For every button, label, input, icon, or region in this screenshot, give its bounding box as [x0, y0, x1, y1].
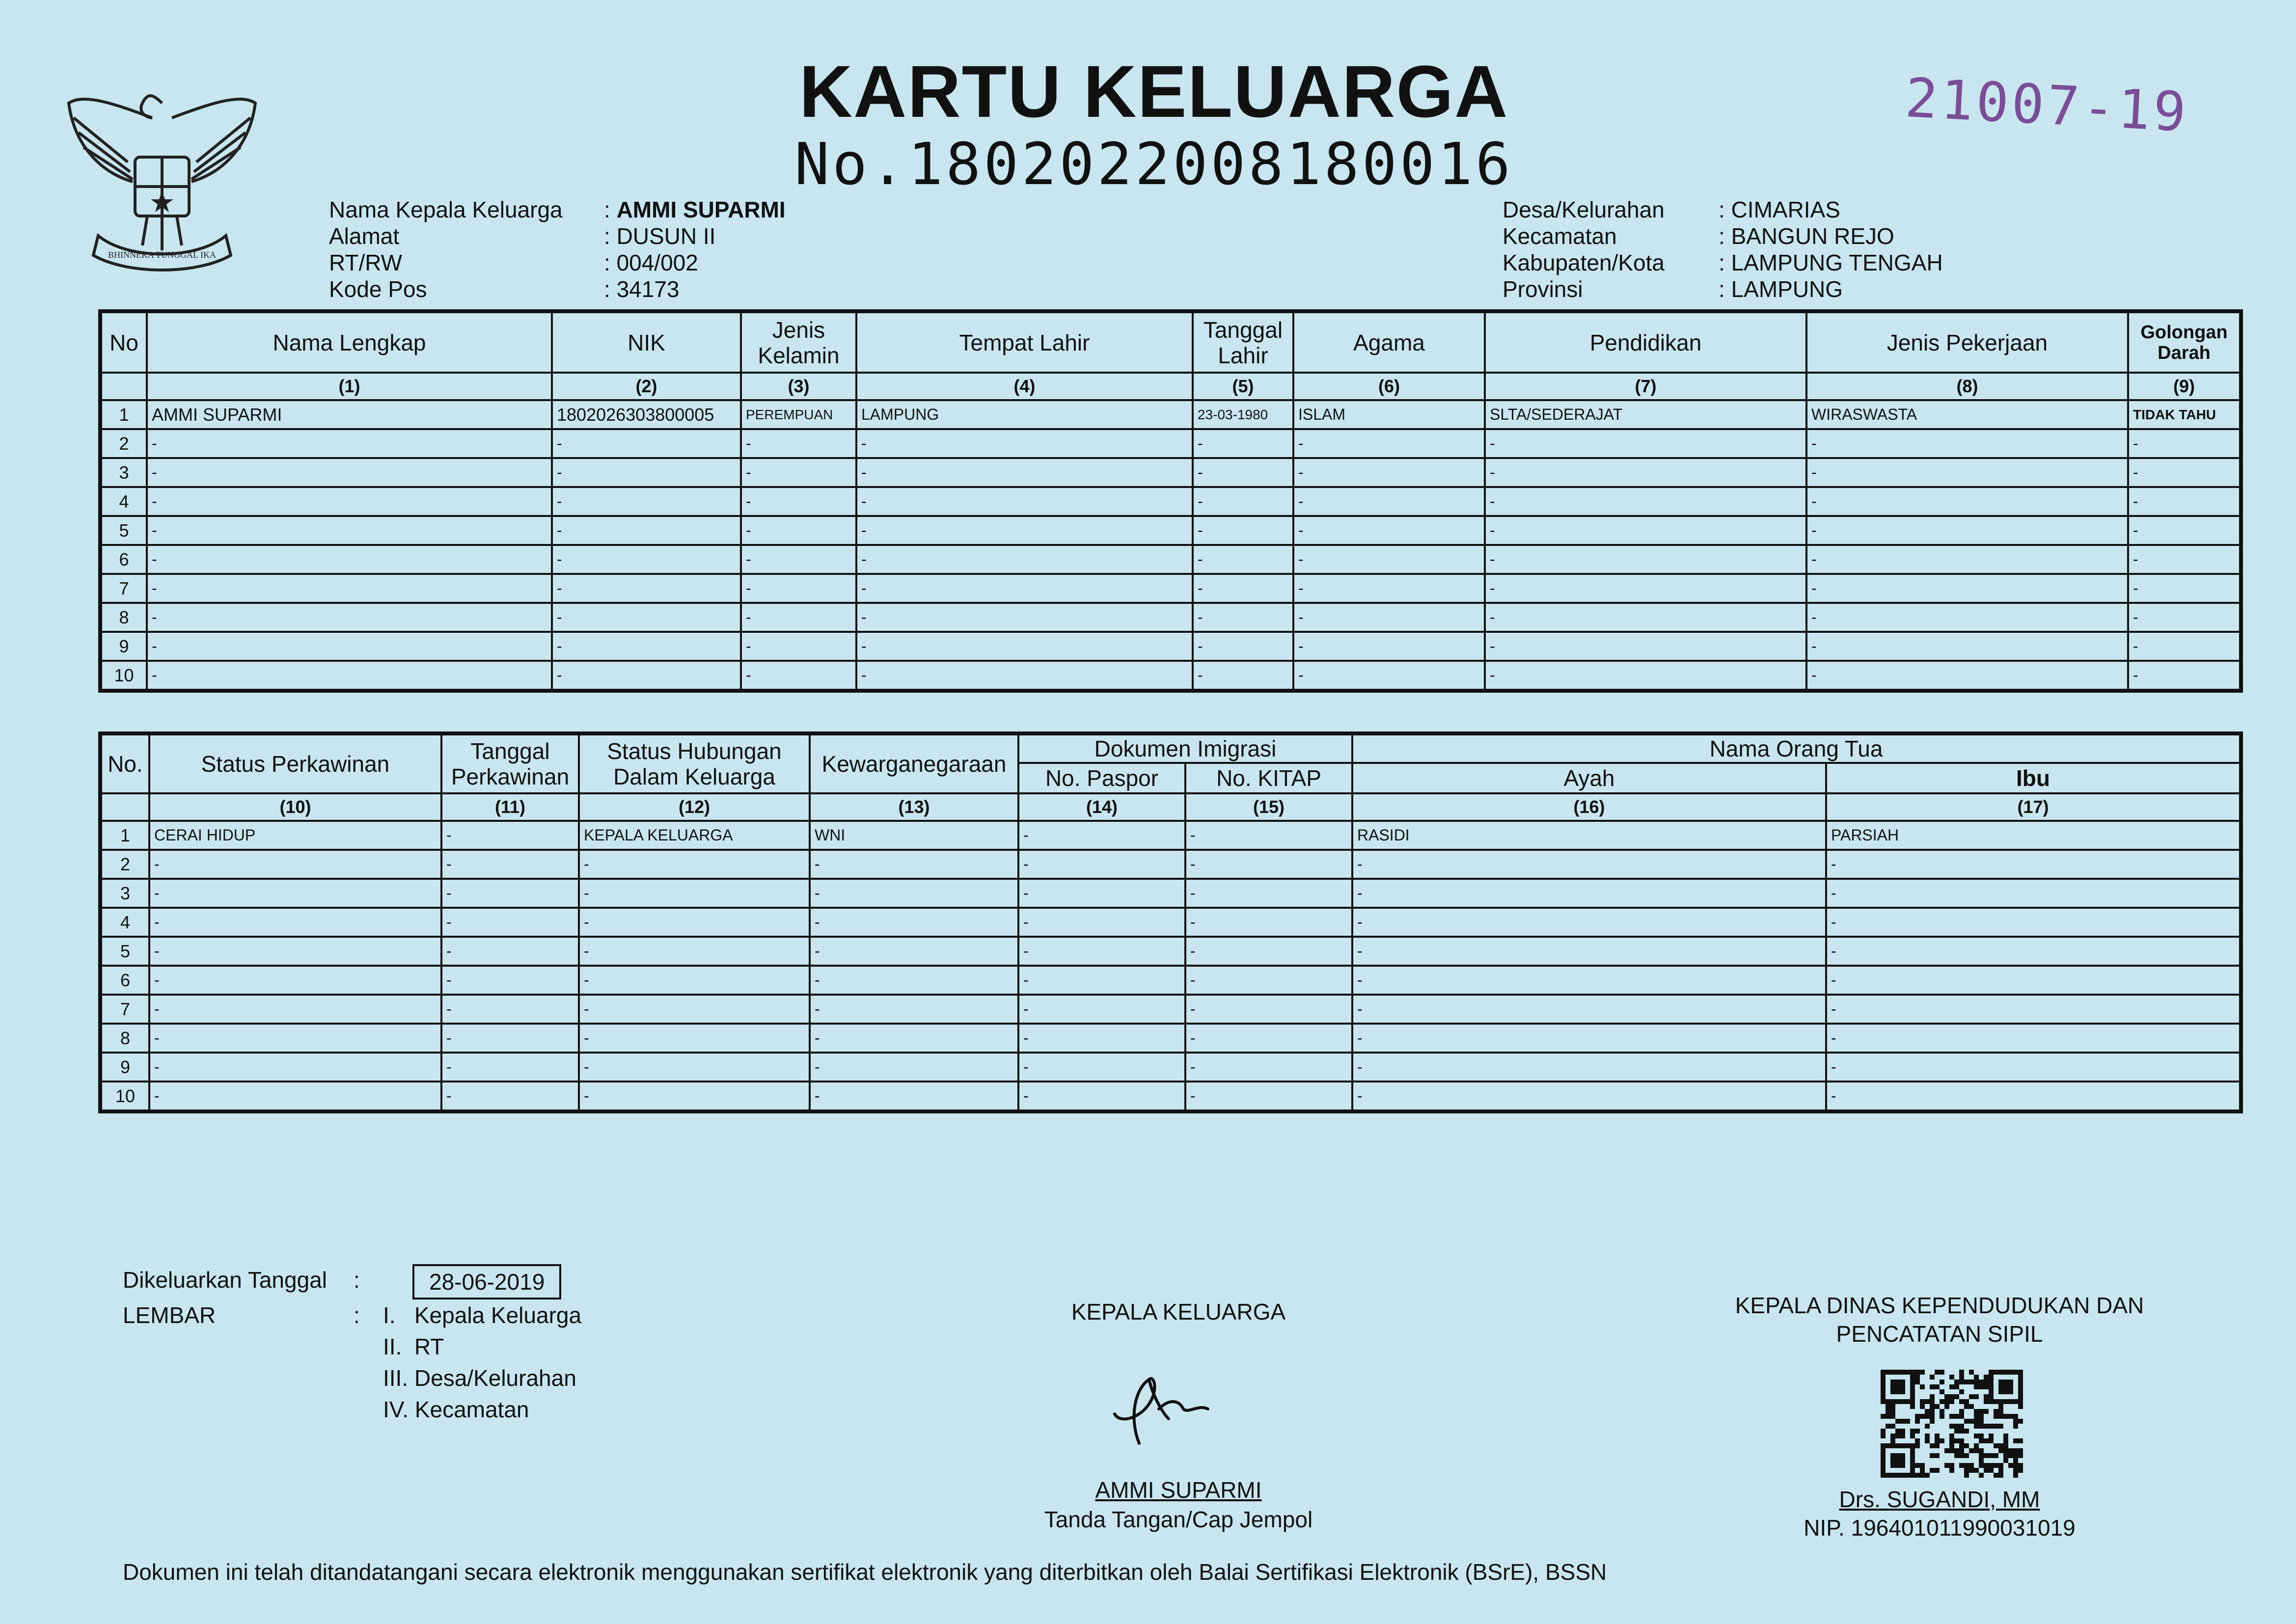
family-members-table	[98, 309, 2243, 693]
table-row: 1 CERAI HIDUP - KEPALA KELUARGA WNI - - RASIDI PARSIAH	[100, 821, 2241, 850]
lembar-item: IV. Kecamatan	[383, 1397, 529, 1422]
table-row: 7 - - - - - - - -	[100, 995, 2241, 1024]
table-row: 1 AMMI SUPARMI 1802026303800005 PEREMPUAN LAMPUNG 23-03-1980 ISLAM SLTA/SEDERAJAT WIRASWASTA TIDAK TAHU	[100, 400, 2241, 429]
head-left-info	[329, 196, 786, 302]
electronic-signature-disclaimer: Dokumen ini telah ditandatangani secara elektronik menggunakan sertifikat elektronik yang diterbitkan oleh Balai Sertifikasi Elektronik (BSrE), BSSN	[123, 1559, 1607, 1585]
table-row: 7 - - - - - - - - -	[100, 574, 2241, 603]
col-header: No. KITAP	[1185, 763, 1352, 793]
emblem-motto: BHINNEKA TUNGGAL IKA	[108, 250, 216, 260]
table-row: 3 - - - - - - - -	[100, 879, 2241, 908]
col-number: (4)	[856, 373, 1193, 400]
dinas-title-block	[1669, 1291, 2210, 1348]
col-header: Status Perkawinan	[149, 733, 441, 793]
col-header: Jenis Pekerjaan	[1806, 311, 2128, 373]
col-number: (11)	[441, 793, 579, 821]
head-of-family-signature-block	[933, 1296, 1424, 1327]
head-name-value: AMMI SUPARMI	[616, 197, 786, 222]
table-row: 10 - - - - - - - -	[100, 1082, 2241, 1111]
col-number: (7)	[1485, 373, 1806, 400]
garuda-emblem-icon	[54, 74, 270, 280]
info-row: Kode Pos : 34173	[329, 276, 680, 302]
kk-sign-name: AMMI SUPARMI	[1095, 1477, 1262, 1503]
col-number: (15)	[1185, 793, 1352, 821]
document-title: KARTU KELUARGA	[799, 50, 1509, 133]
col-header: Kewarganegaraan	[810, 733, 1018, 793]
col-number: (3)	[741, 373, 856, 400]
col-number: (8)	[1806, 373, 2128, 400]
table-row: 6 - - - - - - - - -	[100, 545, 2241, 574]
col-number: (1)	[147, 373, 552, 400]
col-number: (16)	[1352, 793, 1826, 821]
col-header: NIK	[552, 311, 741, 373]
col-number: (5)	[1193, 373, 1293, 400]
col-number: (10)	[149, 793, 441, 821]
issued-label: Dikeluarkan Tanggal	[123, 1267, 327, 1293]
table-row: 9 - - - - - - - - -	[100, 632, 2241, 661]
head-right-info	[1503, 196, 1943, 302]
table-row: 2 - - - - - - - - -	[100, 429, 2241, 458]
col-header: Tanggal Lahir	[1193, 311, 1293, 373]
col-number: (12)	[579, 793, 810, 821]
table-row: 4 - - - - - - - - -	[100, 487, 2241, 516]
col-header: Tanggal Perkawinan	[441, 733, 579, 793]
handwritten-signature-icon	[1100, 1360, 1218, 1448]
col-header: Tempat Lahir	[856, 311, 1193, 373]
dinas-title-2: PENCATATAN SIPIL	[1836, 1321, 2043, 1347]
col-number: (17)	[1826, 793, 2241, 821]
dinas-sign-footer	[1669, 1485, 2210, 1542]
table-row: 10 - - - - - - - - -	[100, 661, 2241, 691]
table-row: 3 - - - - - - - - -	[100, 458, 2241, 487]
table-row: 8 - - - - - - - - -	[100, 603, 2241, 632]
dinas-name: Drs. SUGANDI, MM	[1839, 1487, 2040, 1512]
info-row: Desa/Kelurahan : CIMARIAS	[1503, 197, 1840, 222]
issued-date: 28-06-2019	[412, 1264, 561, 1299]
col-header: No. Paspor	[1018, 763, 1185, 793]
col-header: Status Hubungan Dalam Keluarga	[579, 733, 810, 793]
col-header: No.	[100, 733, 149, 793]
marital-status-table	[98, 731, 2243, 1113]
col-header: Nama Lengkap	[147, 311, 552, 373]
col-header: Nama Orang Tua	[1352, 733, 2241, 763]
col-header: Agama	[1293, 311, 1485, 373]
info-row: Provinsi : LAMPUNG	[1503, 276, 1843, 302]
issued-block: Dikeluarkan Tanggal : 28-06-2019 LEMBAR : I. Kepala Keluarga II. RT III. Desa/Kelurahan IV. Kecamatan	[123, 1264, 581, 1425]
col-header: Dokumen Imigrasi	[1018, 733, 1352, 763]
col-number: (14)	[1018, 793, 1185, 821]
col-number: (6)	[1293, 373, 1485, 400]
dinas-nip: NIP. 196401011990031019	[1804, 1515, 2076, 1541]
info-row: RT/RW : 004/002	[329, 250, 698, 275]
kk-sign-footer	[933, 1475, 1424, 1534]
kk-sign-sub: Tanda Tangan/Cap Jempol	[1044, 1507, 1313, 1532]
table-row: 5 - - - - - - - - -	[100, 516, 2241, 545]
table-row: 9 - - - - - - - -	[100, 1053, 2241, 1082]
registration-stamp: 21007-19	[1904, 66, 2190, 144]
col-number: (2)	[552, 373, 741, 400]
table-row: 2 - - - - - - - -	[100, 850, 2241, 879]
info-row: Kecamatan : BANGUN REJO	[1503, 223, 1894, 249]
col-header: Jenis Kelamin	[741, 311, 856, 373]
lembar-label: LEMBAR	[123, 1302, 216, 1328]
info-row: Alamat : DUSUN II	[329, 223, 716, 249]
lembar-item: II. RT	[383, 1334, 444, 1359]
col-header: Ayah	[1352, 763, 1826, 793]
col-header: Pendidikan	[1485, 311, 1806, 373]
col-header: No	[100, 311, 147, 373]
info-row: Kabupaten/Kota : LAMPUNG TENGAH	[1503, 250, 1943, 275]
table-row: 5 - - - - - - - -	[100, 937, 2241, 966]
col-header: Ibu	[1826, 763, 2241, 793]
table-row: 6 - - - - - - - -	[100, 966, 2241, 995]
info-row: Nama Kepala Keluarga : AMMI SUPARMI	[329, 197, 786, 222]
lembar-item: I. Kepala Keluarga	[383, 1302, 582, 1328]
dinas-title-1: KEPALA DINAS KEPENDUDUKAN DAN	[1735, 1293, 2144, 1318]
lembar-item: III. Desa/Kelurahan	[383, 1365, 576, 1391]
kk-number: No.1802022008180016	[794, 130, 1513, 198]
col-header: Golongan Darah	[2128, 311, 2241, 373]
col-number: (13)	[810, 793, 1018, 821]
qr-code-icon	[1881, 1370, 2023, 1478]
table-row: 8 - - - - - - - -	[100, 1024, 2241, 1053]
col-number: (9)	[2128, 373, 2241, 400]
kk-sign-title: KEPALA KELUARGA	[1071, 1299, 1286, 1325]
table-row: 4 - - - - - - - -	[100, 908, 2241, 937]
